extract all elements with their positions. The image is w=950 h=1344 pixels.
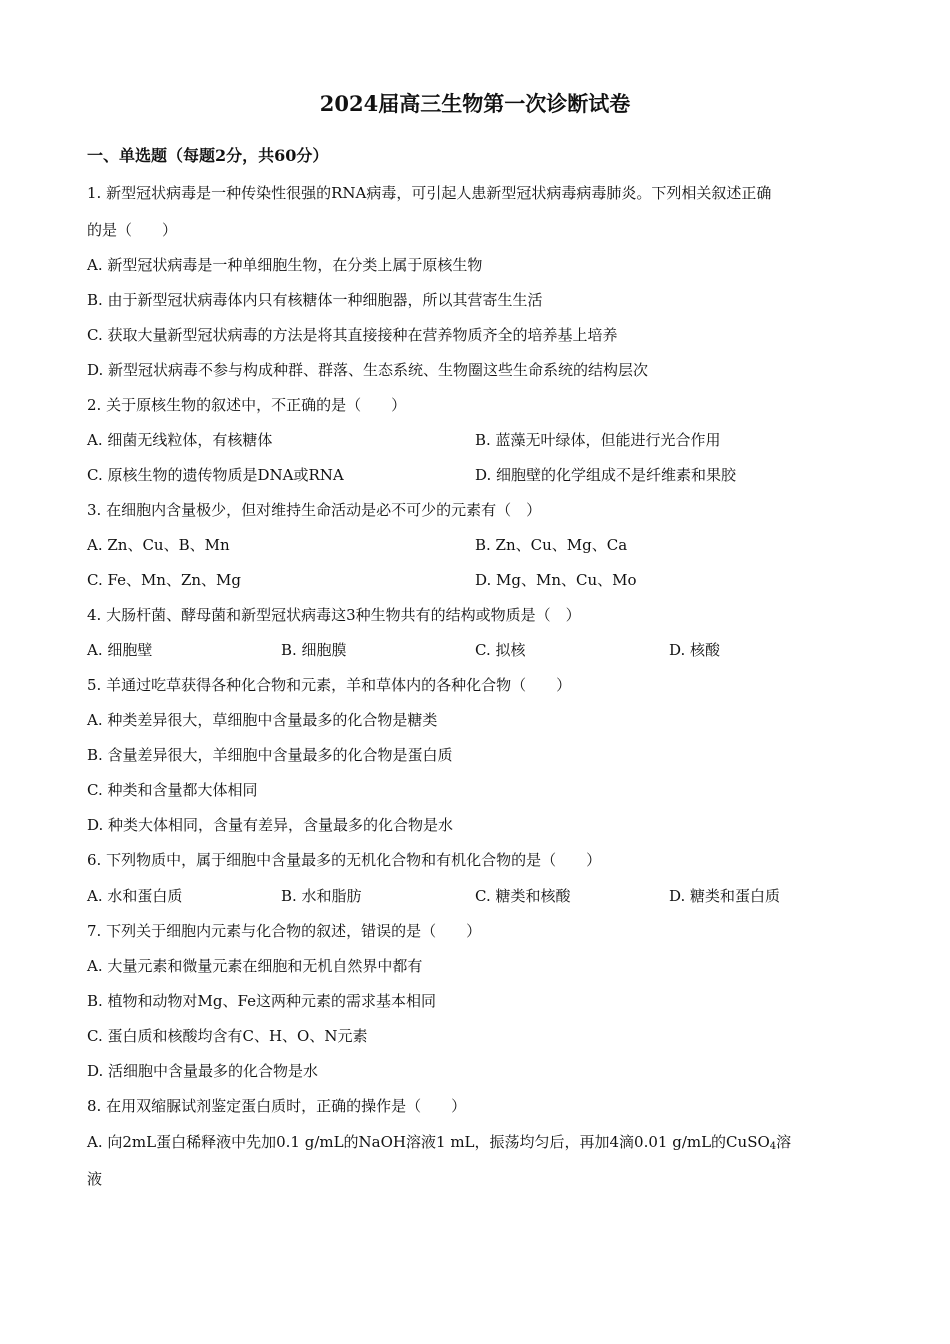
question-3-option-b: B. Zn、Cu、Mg、Ca xyxy=(475,536,628,554)
question-4-option-a: A. 细胞壁 xyxy=(87,641,153,659)
question-2-option-d: D. 细胞壁的化学组成不是纤维素和果胶 xyxy=(475,466,737,484)
question-6-option-d: D. 糖类和蛋白质 xyxy=(669,887,781,905)
question-7-option-c: C. 蛋白质和核酸均含有C、H、O、N元素 xyxy=(87,1027,368,1045)
question-3-stem: 3. 在细胞内含量极少，但对维持生命活动是必不可少的元素有（ ） xyxy=(87,501,542,519)
subscript-4: 4 xyxy=(769,1141,777,1152)
question-6-option-b: B. 水和脂肪 xyxy=(281,887,362,905)
question-2-option-b: B. 蓝藻无叶绿体，但能进行光合作用 xyxy=(475,431,721,449)
section-heading: 一、单选题（每题2分，共60分） xyxy=(87,146,329,165)
question-1-option-d: D. 新型冠状病毒不参与构成种群、群落、生态系统、生物圈这些生命系统的结构层次 xyxy=(87,361,649,379)
question-5-option-a: A. 种类差异很大，草细胞中含量最多的化合物是糖类 xyxy=(87,711,438,729)
question-8-option-a-line1 xyxy=(87,1128,791,1161)
question-1-option-c: C. 获取大量新型冠状病毒的方法是将其直接接种在营养物质齐全的培养基上培养 xyxy=(87,326,618,344)
question-5-option-b: B. 含量差异很大，羊细胞中含量最多的化合物是蛋白质 xyxy=(87,746,453,764)
question-7-option-b: B. 植物和动物对Mg、Fe这两种元素的需求基本相同 xyxy=(87,992,436,1010)
question-6-option-c: C. 糖类和核酸 xyxy=(475,887,571,905)
question-3-option-c: C. Fe、Mn、Zn、Mg xyxy=(87,571,242,589)
question-8-stem: 8. 在用双缩脲试剂鉴定蛋白质时，正确的操作是（ ） xyxy=(87,1097,467,1115)
question-4-option-c: C. 拟核 xyxy=(475,641,526,659)
page-title: 2024届高三生物第一次诊断试卷 xyxy=(319,91,631,116)
question-2-option-c: C. 原核生物的遗传物质是DNA或RNA xyxy=(87,466,344,484)
question-8-option-a-line2: 液 xyxy=(87,1170,103,1188)
question-6-stem: 6. 下列物质中，属于细胞中含量最多的无机化合物和有机化合物的是（ ） xyxy=(87,851,602,869)
question-5-option-d: D. 种类大体相同，含量有差异，含量最多的化合物是水 xyxy=(87,816,454,834)
question-3-option-a: A. Zn、Cu、B、Mn xyxy=(87,536,230,554)
question-1-stem-line1: 1. 新型冠状病毒是一种传染性很强的RNA病毒，可引起人患新型冠状病毒病毒肺炎。下列相关叙述正确 xyxy=(87,184,772,202)
question-5-stem: 5. 羊通过吃草获得各种化合物和元素，羊和草体内的各种化合物（ ） xyxy=(87,676,572,694)
question-8-option-a-text: A. 向2mL蛋白稀释液中先加0.1 g/mL的NaOH溶液1 mL，振荡均匀后，再加4滴0.01 g/mL的CuSO xyxy=(87,1133,770,1151)
question-4-option-b: B. 细胞膜 xyxy=(281,641,347,659)
question-4-stem: 4. 大肠杆菌、酵母菌和新型冠状病毒这3种生物共有的结构或物质是（ ） xyxy=(87,606,581,624)
question-1-option-b: B. 由于新型冠状病毒体内只有核糖体一种细胞器，所以其营寄生生活 xyxy=(87,291,543,309)
question-7-stem: 7. 下列关于细胞内元素与化合物的叙述，错误的是（ ） xyxy=(87,922,482,940)
question-7-option-a: A. 大量元素和微量元素在细胞和无机自然界中都有 xyxy=(87,957,423,975)
question-3-option-d: D. Mg、Mn、Cu、Mo xyxy=(475,571,637,589)
question-2-stem: 2. 关于原核生物的叙述中，不正确的是（ ） xyxy=(87,396,407,414)
question-4-option-d: D. 核酸 xyxy=(669,641,721,659)
question-7-option-d: D. 活细胞中含量最多的化合物是水 xyxy=(87,1062,319,1080)
question-1-option-a: A. 新型冠状病毒是一种单细胞生物，在分类上属于原核生物 xyxy=(87,256,483,274)
question-6-option-a: A. 水和蛋白质 xyxy=(87,887,183,905)
question-2-option-a: A. 细菌无线粒体，有核糖体 xyxy=(87,431,273,449)
question-8-option-a-text-end: 溶 xyxy=(776,1133,792,1151)
question-5-option-c: C. 种类和含量都大体相同 xyxy=(87,781,258,799)
question-1-stem-line2: 的是（ ） xyxy=(87,221,178,239)
